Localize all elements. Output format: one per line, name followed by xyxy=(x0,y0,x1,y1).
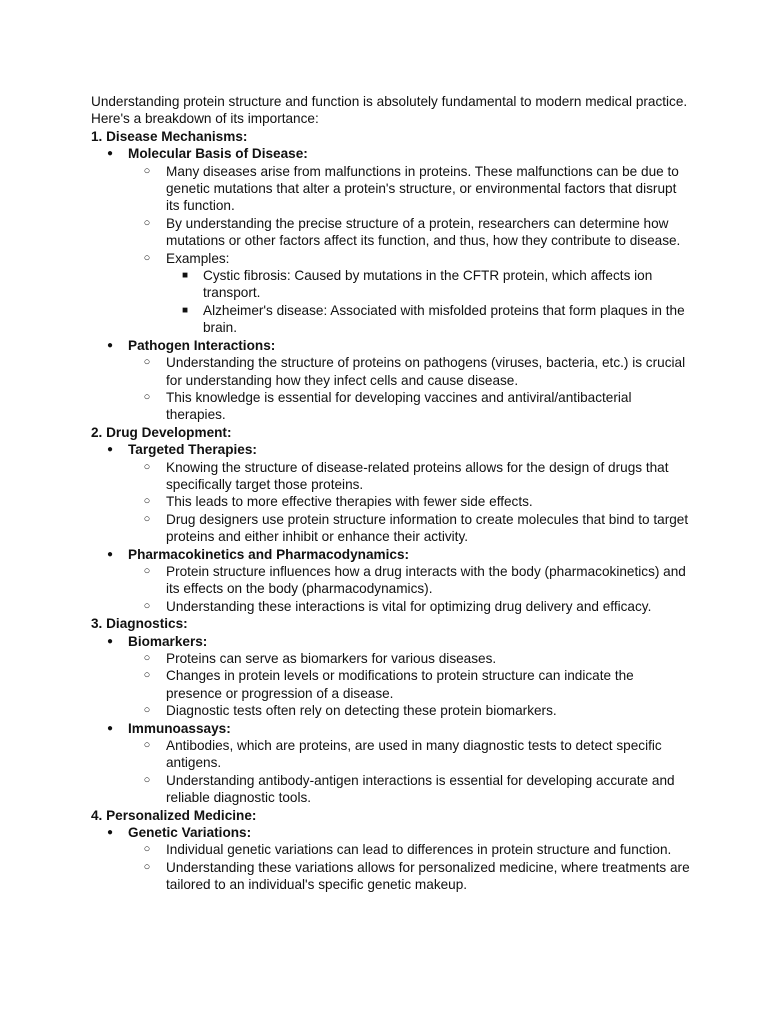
point-item xyxy=(128,493,691,510)
subsection-item xyxy=(91,441,691,545)
point-text: Many diseases arise from malfunctions in proteins. These malfunctions can be due to genetic mutations that alter a protein's structure, or environmental factors that disrupt its function. xyxy=(166,163,679,214)
filled-circle-bullet-icon: ● xyxy=(106,635,114,647)
point-item xyxy=(128,841,691,858)
example-item xyxy=(166,267,691,302)
section-title: 2. Drug Development: xyxy=(91,424,232,440)
point-item xyxy=(128,772,691,807)
filled-circle-bullet-icon: ● xyxy=(106,827,114,839)
subsection-item xyxy=(91,546,691,616)
document-page xyxy=(91,93,691,894)
point-item xyxy=(128,563,691,598)
point-list xyxy=(128,163,691,337)
subsection-title: Immunoassays: xyxy=(128,720,231,736)
intro-paragraph: Understanding protein structure and function is absolutely fundamental to modern medical practice. Here's a breakdown of its importance: xyxy=(91,94,688,127)
point-text: Proteins can serve as biomarkers for various diseases. xyxy=(166,651,497,666)
point-text: Understanding these interactions is vital for optimizing drug delivery and efficacy. xyxy=(166,598,652,614)
point-text: Understanding antibody-antigen interactions is essential for developing accurate and reliable diagnostic tools. xyxy=(166,772,675,806)
hollow-circle-bullet-icon: ○ xyxy=(143,652,151,664)
point-item xyxy=(128,598,691,615)
filled-circle-bullet-icon: ● xyxy=(106,722,114,734)
point-item xyxy=(128,650,691,667)
point-text: Protein structure influences how a drug interacts with the body (pharmacokinetics) and its effects on the body (pharmacodynamics). xyxy=(166,563,686,597)
point-list xyxy=(128,354,691,424)
example-list xyxy=(166,267,691,337)
point-text: This knowledge is essential for developing vaccines and antiviral/antibacterial therapies. xyxy=(166,389,632,423)
hollow-circle-bullet-icon: ○ xyxy=(143,164,151,177)
point-item xyxy=(128,859,691,894)
section-title: 4. Personalized Medicine: xyxy=(91,807,257,823)
section-title: 1. Disease Mechanisms: xyxy=(91,128,248,144)
hollow-circle-bullet-icon: ○ xyxy=(143,704,151,717)
point-item xyxy=(128,163,691,215)
subsection-title: Biomarkers: xyxy=(128,633,208,649)
point-item xyxy=(128,250,691,337)
point-item xyxy=(128,667,691,702)
subsection-item xyxy=(91,145,691,336)
point-list xyxy=(128,737,691,807)
point-list xyxy=(128,563,691,615)
hollow-circle-bullet-icon: ○ xyxy=(143,495,151,508)
point-item xyxy=(128,737,691,772)
point-item xyxy=(128,215,691,250)
subsection-list xyxy=(91,633,691,807)
filled-circle-bullet-icon: ● xyxy=(106,444,114,456)
example-text: Cystic fibrosis: Caused by mutations in the CFTR protein, which affects ion transport. xyxy=(203,268,653,301)
point-item xyxy=(128,702,691,719)
subsection-list xyxy=(91,441,691,615)
hollow-circle-bullet-icon: ○ xyxy=(143,773,151,786)
subsection-title: Genetic Variations: xyxy=(128,825,252,841)
point-item xyxy=(128,389,691,424)
subsection-item xyxy=(91,337,691,424)
point-list xyxy=(128,459,691,546)
subsection-item xyxy=(91,824,691,894)
document-sections xyxy=(91,128,691,894)
filled-circle-bullet-icon: ● xyxy=(106,548,114,560)
subsection-title: Molecular Basis of Disease: xyxy=(128,146,308,162)
point-text: Individual genetic variations can lead to differences in protein structure and function. xyxy=(166,842,672,858)
subsection-title: Pharmacokinetics and Pharmacodynamics: xyxy=(128,546,410,562)
point-list xyxy=(128,841,691,893)
square-bullet-icon: ■ xyxy=(181,270,189,282)
hollow-circle-bullet-icon: ○ xyxy=(143,739,151,752)
point-text: This leads to more effective therapies with fewer side effects. xyxy=(166,494,533,510)
square-bullet-icon: ■ xyxy=(181,304,189,316)
section-title: 3. Diagnostics: xyxy=(91,616,188,632)
filled-circle-bullet-icon: ● xyxy=(106,339,114,351)
point-text: Drug designers use protein structure information to create molecules that bind to target proteins and either inhibit or enhance their activity. xyxy=(166,511,689,545)
point-text: Changes in protein levels or modifications to protein structure can indicate the presence or progression of a disease. xyxy=(166,668,634,701)
example-item xyxy=(166,302,691,337)
hollow-circle-bullet-icon: ○ xyxy=(143,669,151,682)
point-text: Examples: xyxy=(166,250,230,266)
hollow-circle-bullet-icon: ○ xyxy=(143,356,151,369)
point-text: Knowing the structure of disease-related proteins allows for the design of drugs that specifically target those proteins. xyxy=(166,459,669,492)
point-text: Understanding these variations allows for personalized medicine, where treatments are tailored to an individual's specific genetic makeup. xyxy=(166,859,690,893)
point-text: Antibodies, which are proteins, are used in many diagnostic tests to detect specific antigens. xyxy=(166,738,662,771)
subsection-list xyxy=(91,824,691,894)
point-item xyxy=(128,354,691,389)
point-text: By understanding the precise structure of a protein, researchers can determine how mutations or other factors affect its function, and thus, how they contribute to disease. xyxy=(166,215,681,249)
point-item xyxy=(128,459,691,494)
hollow-circle-bullet-icon: ○ xyxy=(143,843,151,856)
hollow-circle-bullet-icon: ○ xyxy=(143,216,151,229)
subsection-list xyxy=(91,145,691,424)
example-text: Alzheimer's disease: Associated with misfolded proteins that form plaques in the brain. xyxy=(203,302,685,336)
filled-circle-bullet-icon: ● xyxy=(106,148,114,160)
subsection-item xyxy=(91,720,691,807)
subsection-title: Targeted Therapies: xyxy=(128,442,257,458)
hollow-circle-bullet-icon: ○ xyxy=(143,860,151,873)
hollow-circle-bullet-icon: ○ xyxy=(143,251,151,264)
point-text: Understanding the structure of proteins on pathogens (viruses, bacteria, etc.) is crucial for understanding how they infect cells and cause disease. xyxy=(166,355,686,388)
hollow-circle-bullet-icon: ○ xyxy=(143,460,151,473)
point-item xyxy=(128,511,691,546)
hollow-circle-bullet-icon: ○ xyxy=(143,564,151,577)
hollow-circle-bullet-icon: ○ xyxy=(143,512,151,525)
point-text: Diagnostic tests often rely on detecting these protein biomarkers. xyxy=(166,703,557,719)
hollow-circle-bullet-icon: ○ xyxy=(143,599,151,612)
subsection-item xyxy=(91,633,691,720)
hollow-circle-bullet-icon: ○ xyxy=(143,390,151,403)
point-list xyxy=(128,650,691,720)
subsection-title: Pathogen Interactions: xyxy=(128,337,276,353)
